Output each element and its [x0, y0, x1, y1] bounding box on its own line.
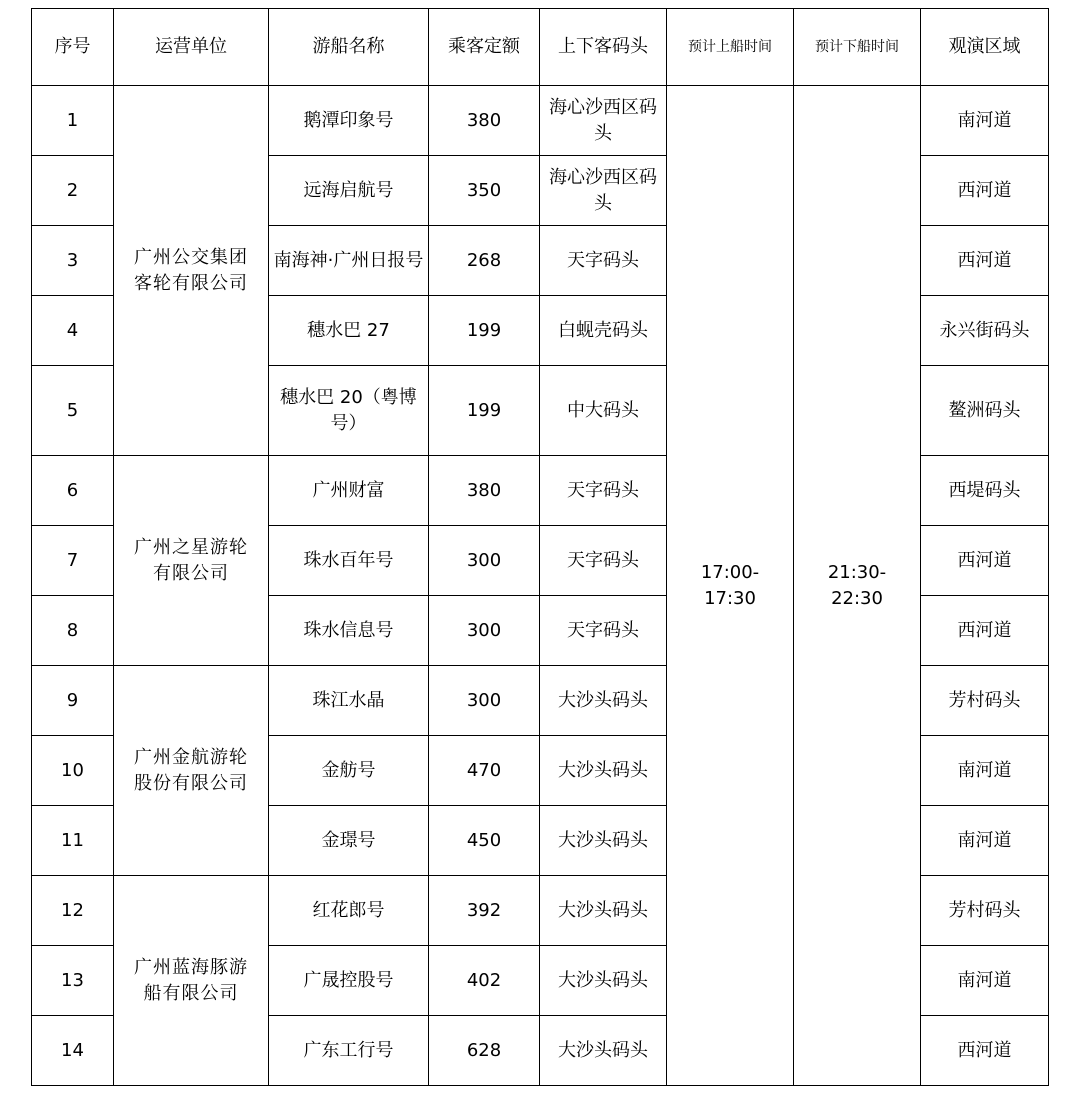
alight-time-line: 21:30-: [827, 561, 887, 583]
capacity: 450: [429, 806, 540, 876]
pier: 天字码头: [540, 226, 667, 296]
capacity: 392: [429, 876, 540, 946]
viewing-area: 西河道: [921, 596, 1049, 666]
viewing-area: 芳村码头: [921, 876, 1049, 946]
pier: 大沙头码头: [540, 1016, 667, 1086]
viewing-area: 南河道: [921, 946, 1049, 1016]
viewing-area: 南河道: [921, 86, 1049, 156]
operator-cell: [114, 876, 269, 1086]
pier: 大沙头码头: [540, 946, 667, 1016]
board-time-line: 17:00-: [700, 561, 760, 583]
capacity: 268: [429, 226, 540, 296]
header-operator: 运营单位: [114, 9, 269, 86]
viewing-area: 西河道: [921, 526, 1049, 596]
row-no: 1: [32, 86, 114, 156]
capacity: 199: [429, 366, 540, 456]
ship-name: 珠水信息号: [269, 596, 429, 666]
capacity: 380: [429, 86, 540, 156]
pier: 海心沙西区码头: [540, 86, 667, 156]
operator-line: 广州蓝海豚游: [134, 956, 248, 978]
viewing-area: 鳌洲码头: [921, 366, 1049, 456]
pier: 海心沙西区码头: [540, 156, 667, 226]
cruise-schedule-table: [31, 8, 1049, 1086]
operator-line: 广州之星游轮: [134, 536, 248, 558]
operator-cell: [114, 86, 269, 456]
capacity: 300: [429, 596, 540, 666]
operator-line: 广州公交集团: [134, 246, 248, 268]
ship-name: 红花郎号: [269, 876, 429, 946]
operator-line: 有限公司: [153, 562, 229, 584]
ship-name-line: 号）: [330, 412, 367, 434]
header-no: 序号: [32, 9, 114, 86]
operator-cell: [114, 456, 269, 666]
row-no: 7: [32, 526, 114, 596]
row-no: 12: [32, 876, 114, 946]
header-pier: 上下客码头: [540, 9, 667, 86]
ship-name: [269, 366, 429, 456]
operator-line: 客轮有限公司: [134, 272, 248, 294]
pier: 天字码头: [540, 526, 667, 596]
row-no: 11: [32, 806, 114, 876]
operator-line: 船有限公司: [143, 982, 239, 1004]
viewing-area: 永兴街码头: [921, 296, 1049, 366]
pier: 大沙头码头: [540, 736, 667, 806]
viewing-area: 南河道: [921, 736, 1049, 806]
header-capacity: 乘客定额: [429, 9, 540, 86]
pier: 中大码头: [540, 366, 667, 456]
pier: 大沙头码头: [540, 806, 667, 876]
pier: 天字码头: [540, 456, 667, 526]
capacity: 470: [429, 736, 540, 806]
pier: 天字码头: [540, 596, 667, 666]
ship-name: 广晟控股号: [269, 946, 429, 1016]
capacity: 300: [429, 666, 540, 736]
row-no: 13: [32, 946, 114, 1016]
alight-time-line: 22:30: [831, 587, 883, 609]
row-no: 3: [32, 226, 114, 296]
ship-name: 金璟号: [269, 806, 429, 876]
capacity: 402: [429, 946, 540, 1016]
row-no: 4: [32, 296, 114, 366]
pier: 白蚬壳码头: [540, 296, 667, 366]
viewing-area: 西河道: [921, 226, 1049, 296]
ship-name: 珠江水晶: [269, 666, 429, 736]
header-board-time: 预计上船时间: [667, 9, 794, 86]
operator-cell: [114, 666, 269, 876]
ship-name: 广东工行号: [269, 1016, 429, 1086]
row-no: 2: [32, 156, 114, 226]
viewing-area: 西堤码头: [921, 456, 1049, 526]
viewing-area: 西河道: [921, 1016, 1049, 1086]
capacity: 380: [429, 456, 540, 526]
operator-line: 股份有限公司: [134, 772, 248, 794]
capacity: 628: [429, 1016, 540, 1086]
ship-name: 金舫号: [269, 736, 429, 806]
row-no: 10: [32, 736, 114, 806]
board-time-cell: [667, 86, 794, 1086]
row-no: 5: [32, 366, 114, 456]
capacity: 300: [429, 526, 540, 596]
header-alight-time: 预计下船时间: [794, 9, 921, 86]
header-row: [32, 9, 1049, 86]
row-no: 14: [32, 1016, 114, 1086]
header-area: 观演区域: [921, 9, 1049, 86]
ship-name: 南海神·广州日报号: [269, 226, 429, 296]
row-no: 6: [32, 456, 114, 526]
table-row: [32, 86, 1049, 156]
header-ship: 游船名称: [269, 9, 429, 86]
row-no: 8: [32, 596, 114, 666]
ship-name: 珠水百年号: [269, 526, 429, 596]
pier: 大沙头码头: [540, 666, 667, 736]
capacity: 199: [429, 296, 540, 366]
ship-name: 鹅潭印象号: [269, 86, 429, 156]
ship-name: 穗水巴 27: [269, 296, 429, 366]
alight-time-cell: [794, 86, 921, 1086]
operator-line: 广州金航游轮: [134, 746, 248, 768]
ship-name: 广州财富: [269, 456, 429, 526]
row-no: 9: [32, 666, 114, 736]
pier: 大沙头码头: [540, 876, 667, 946]
board-time-line: 17:30: [704, 587, 756, 609]
viewing-area: 南河道: [921, 806, 1049, 876]
ship-name: 远海启航号: [269, 156, 429, 226]
viewing-area: 西河道: [921, 156, 1049, 226]
viewing-area: 芳村码头: [921, 666, 1049, 736]
capacity: 350: [429, 156, 540, 226]
ship-name-line: 穗水巴 20（粤博: [280, 386, 417, 408]
